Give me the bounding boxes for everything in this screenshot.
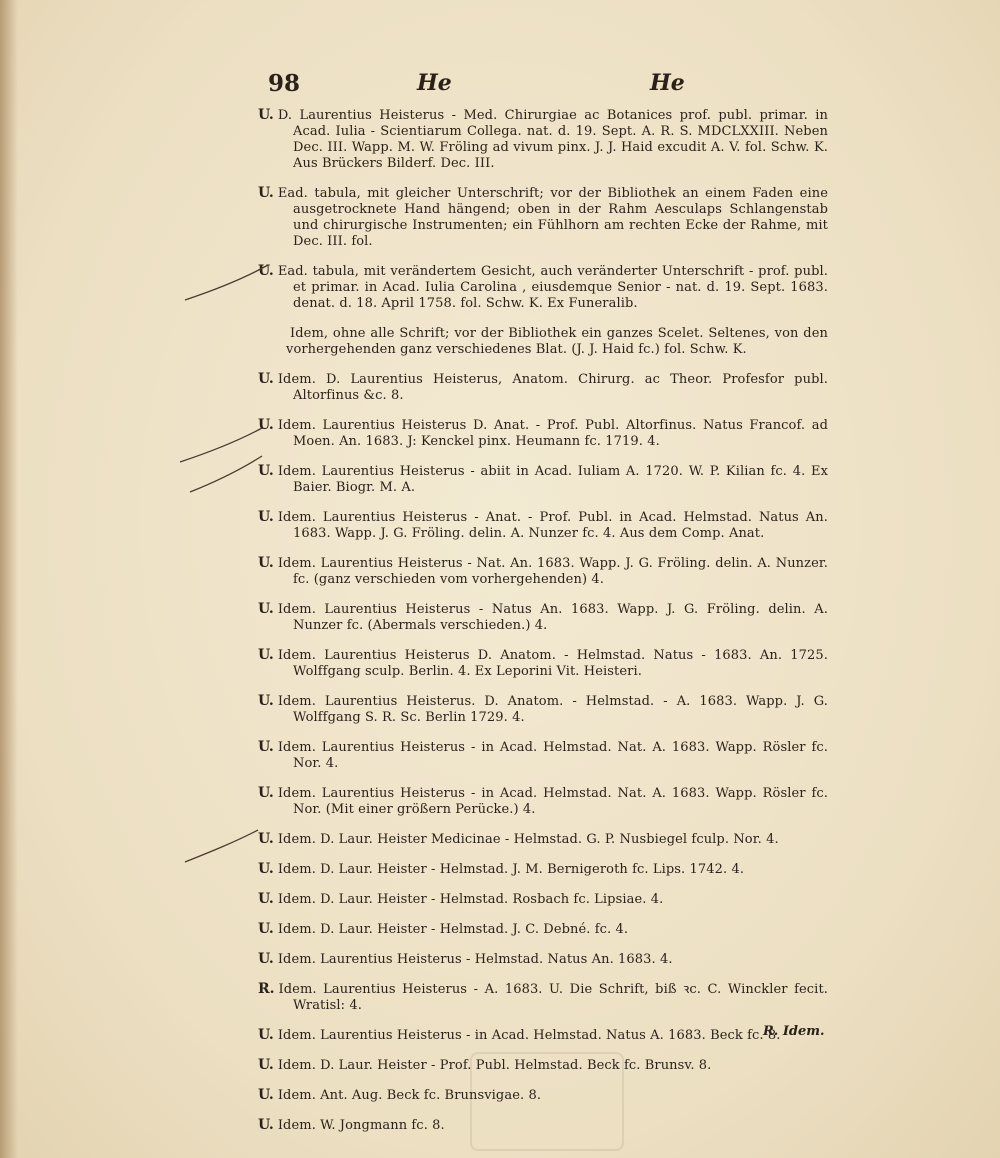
entry-text: Idem, ohne alle Schrift; vor der Bibliothek ein ganzes Scelet. Seltenes, von den vorhergehenden ganz verschiedenes Blat. (J. J. Haid fc.) fol. Schw. K.: [286, 326, 828, 357]
entry-marker: U.: [258, 601, 274, 617]
catalog-entry: [258, 693, 828, 726]
catalog-entry: [258, 601, 828, 634]
entry-marker: U.: [258, 555, 274, 571]
entry-text: Idem. D. Laur. Heister - Helmstad. J. M. Bernigeroth fc. Lips. 1742. 4.: [277, 862, 745, 877]
entry-text: Idem. Laurentius Heisterus - Natus An. 1683. Wapp. J. G. Fröling. delin. A. Nunzer fc. (Abermals verschieden.) 4.: [277, 602, 828, 633]
entry-marker: U.: [258, 417, 274, 433]
catalog-entry: [258, 555, 828, 588]
entry-text: Idem. Laurentius Heisterus D. Anat. - Prof. Publ. Altorfinus. Natus Francof. ad Moen. An. 1683. J: Kenckel pinx. Heumann fc. 1719. 4.: [277, 418, 828, 449]
entry-text: Idem. D. Laur. Heister Medicinae - Helmstad. G. P. Nusbiegel fculp. Nor. 4.: [277, 832, 779, 847]
entry-marker: U.: [258, 185, 274, 201]
running-header: [268, 70, 688, 104]
entry-text: Idem. D. Laurentius Heisterus, Anatom. Chirurg. ac Theor. Profesfor publ. Altorfinus &c. 8.: [277, 372, 828, 403]
catalog-entry: [258, 1057, 828, 1074]
catalog-entries: [258, 107, 828, 1140]
entry-marker: U.: [258, 693, 274, 709]
entry-marker: U.: [258, 1117, 274, 1133]
catalog-entry: [258, 831, 828, 848]
entry-text: Idem. Laurentius Heisterus - in Acad. Helmstad. Nat. A. 1683. Wapp. Rösler fc. Nor. (Mit einer größern Perücke.) 4.: [277, 786, 828, 817]
pen-stroke: [190, 456, 262, 492]
pen-stroke: [180, 428, 262, 462]
catalog-entry: [258, 509, 828, 542]
entry-text: Ead. tabula, mit verändertem Gesicht, auch veränderter Unterschrift - prof. publ. et primar. in Acad. Iulia Carolina , eiusdemque Senior - nat. d. 19. Sept. 1683. denat. d. 18. April 1758. fol. Schw. K. Ex Funeralib.: [277, 264, 828, 311]
catalog-entry: [258, 891, 828, 908]
entry-marker: U.: [258, 739, 274, 755]
entry-text: Ead. tabula, mit gleicher Unterschrift; vor der Bibliothek an einem Faden eine ausgetrocknete Hand hängend; oben in der Rahm Aesculaps Schlangenstab und chirurgische Instrumenten; ein Fühlhorn am rechten Ecke der Rahme, mit Dec. III. fol.: [277, 186, 828, 249]
entry-text: Idem. Laurentius Heisterus - in Acad. Helmstad. Natus A. 1683. Beck fc. 8.: [277, 1028, 781, 1043]
catalog-entry: [258, 1027, 828, 1044]
entry-text: Idem. Laurentius Heisterus - in Acad. Helmstad. Nat. A. 1683. Wapp. Rösler fc. Nor. 4.: [277, 740, 828, 771]
header-right: He: [650, 70, 685, 96]
entry-marker: U.: [258, 263, 274, 279]
entry-marker: U.: [258, 1087, 274, 1103]
entry-marker: U.: [258, 891, 274, 907]
entry-text: Idem. D. Laur. Heister - Helmstad. Rosbach fc. Lipsiae. 4.: [277, 892, 664, 907]
catalog-entry: [258, 325, 828, 358]
pen-stroke: [185, 830, 258, 862]
catalog-entry: [258, 107, 828, 172]
entry-text: Idem. Laurentius Heisterus. D. Anatom. - Helmstad. - A. 1683. Wapp. J. G. Wolffgang S. R. Sc. Berlin 1729. 4.: [277, 694, 828, 725]
entry-marker: U.: [258, 861, 274, 877]
entry-marker: U.: [258, 107, 274, 123]
catalog-entry: [258, 981, 828, 1014]
catchword: R. Idem.: [763, 1024, 825, 1039]
entry-marker: U.: [258, 1027, 274, 1043]
entry-marker: U.: [258, 921, 274, 937]
entry-marker: R.: [258, 981, 275, 997]
catalog-entry: [258, 371, 828, 404]
catalog-entry: [258, 739, 828, 772]
entry-text: Idem. W. Jongmann fc. 8.: [277, 1118, 445, 1133]
catalog-entry: [258, 263, 828, 312]
entry-marker: U.: [258, 509, 274, 525]
entry-text: Idem. Laurentius Heisterus - Helmstad. Natus An. 1683. 4.: [277, 952, 673, 967]
entry-text: Idem. D. Laur. Heister - Helmstad. J. C. Debné. fc. 4.: [277, 922, 629, 937]
entry-text: Idem. Laurentius Heisterus D. Anatom. - Helmstad. Natus - 1683. An. 1725. Wolffgang sculp. Berlin. 4. Ex Leporini Vit. Heisteri.: [277, 648, 828, 679]
entry-marker: U.: [258, 463, 274, 479]
catalog-entry: [258, 1117, 828, 1134]
entry-marker: U.: [258, 371, 274, 387]
header-left: He: [417, 70, 452, 96]
catalog-entry: [258, 785, 828, 818]
page-number: 98: [268, 70, 301, 97]
entry-marker: U.: [258, 647, 274, 663]
catalog-entry: [258, 417, 828, 450]
catalog-entry: [258, 463, 828, 496]
entry-marker: U.: [258, 951, 274, 967]
entry-marker: U.: [258, 831, 274, 847]
entry-text: Idem. Laurentius Heisterus - A. 1683. U. Die Schrift, biß ꝛc. C. Winckler fecit. Wratisl: 4.: [278, 982, 828, 1013]
entry-text: Idem. Ant. Aug. Beck fc. Brunsvigae. 8.: [277, 1088, 542, 1103]
pen-stroke: [185, 265, 268, 300]
entry-text: Idem. Laurentius Heisterus - Nat. An. 1683. Wapp. J. G. Fröling. delin. A. Nunzer. fc. (ganz verschieden vom vorhergehenden) 4.: [277, 556, 828, 587]
entry-text: Idem. D. Laur. Heister - Prof. Publ. Helmstad. Beck fc. Brunsv. 8.: [277, 1058, 712, 1073]
entry-text: Idem. Laurentius Heisterus - abiit in Acad. Iuliam A. 1720. W. P. Kilian fc. 4. Ex Baier. Biogr. M. A.: [277, 464, 828, 495]
catalog-entry: [258, 185, 828, 250]
entry-marker: U.: [258, 1057, 274, 1073]
entry-text: Idem. Laurentius Heisterus - Anat. - Prof. Publ. in Acad. Helmstad. Natus An. 1683. Wapp. J. G. Fröling. delin. A. Nunzer fc. 4. Aus dem Comp. Anat.: [277, 510, 828, 541]
catalog-entry: [258, 921, 828, 938]
page-gutter-shadow: [0, 0, 18, 1158]
entry-marker: U.: [258, 785, 274, 801]
catalog-entry: [258, 647, 828, 680]
catalog-entry: [258, 861, 828, 878]
catalog-entry: [258, 951, 828, 968]
catalog-entry: [258, 1087, 828, 1104]
entry-text: D. Laurentius Heisterus - Med. Chirurgiae ac Botanices prof. publ. primar. in Acad. Iulia - Scientiarum Collega. nat. d. 19. Sept. A. R. S. MDCLXXIII. Neben Dec. III. Wapp. M. W. Fröling ad vivum pinx. J. J. Haid excudit A. V. fol. Schw. K. Aus Brückers Bilderf. Dec. III.: [277, 108, 828, 171]
